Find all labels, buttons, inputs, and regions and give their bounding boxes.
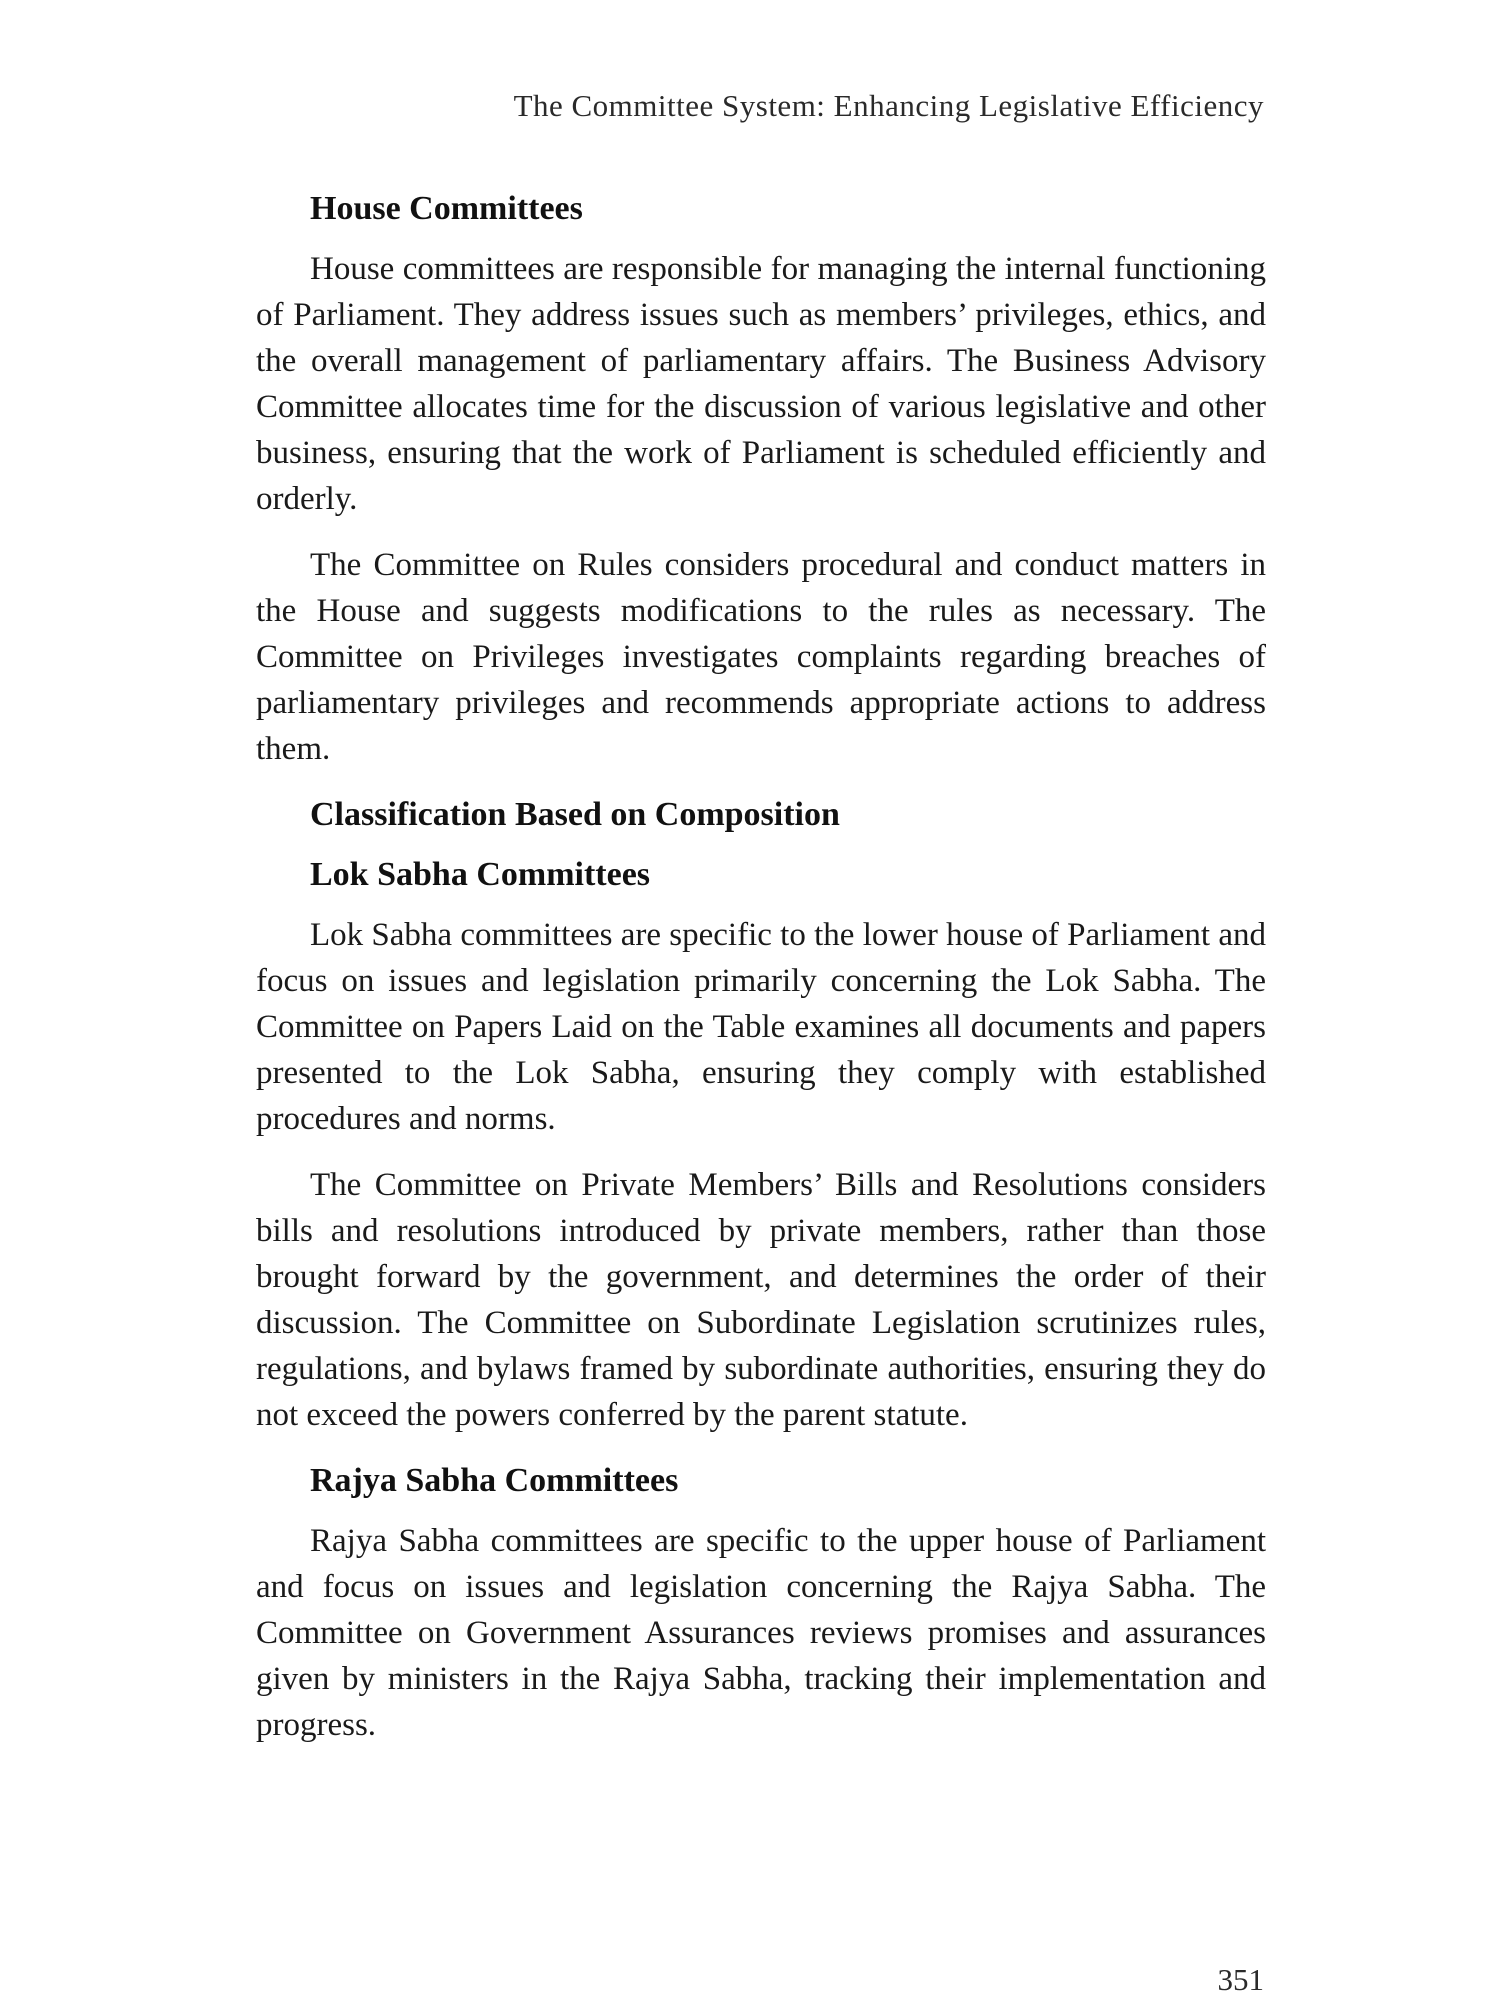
paragraph: Rajya Sabha committees are specific to the upper house of Parliament and focus on issues and legislation concerning the Rajya Sabha. The Committee on Government Assurances reviews promises and assurances given by ministers in the Rajya Sabha, tracking their implementation and progress. (256, 1523, 1266, 1743)
paragraph: House committees are responsible for managing the internal functioning of Parliament. They address issues such as members’ privileges, ethics, and the overall management of parliamentary affairs. The Business Advisory Committee allocates time for the discussion of various legislative and other business, ensuring that the work of Parliament is scheduled efficiently and orderly. (256, 251, 1266, 517)
section-heading-rajya-sabha-committees: Rajya Sabha Committees (310, 1462, 679, 1499)
section-heading-lok-sabha-committees: Lok Sabha Committees (310, 856, 651, 893)
section-heading-classification: Classification Based on Composition (310, 796, 840, 833)
paragraph: The Committee on Private Members’ Bills and Resolutions considers bills and resolutions introduced by private members, rather than those brought forward by the government, and determines the order of their discussion. The Committee on Subordinate Legislation scrutinizes rules, regulations, and bylaws framed by subordinate authorities, ensuring they do not exceed the powers conferred by the parent statute. (256, 1167, 1266, 1433)
running-head: The Committee System: Enhancing Legislative Efficiency (513, 88, 1264, 123)
page-number: 351 (1217, 1962, 1264, 1997)
section-heading-house-committees: House Committees (310, 190, 583, 227)
page-body (256, 186, 1266, 1768)
paragraph: The Committee on Rules considers procedural and conduct matters in the House and suggests modifications to the rules as necessary. The Committee on Privileges investigates complaints regarding breaches of parliamentary privileges and recommends appropriate actions to address them. (256, 547, 1266, 767)
paragraph: Lok Sabha committees are specific to the lower house of Parliament and focus on issues and legislation primarily concerning the Lok Sabha. The Committee on Papers Laid on the Table examines all documents and papers presented to the Lok Sabha, ensuring they comply with established procedures and norms. (256, 917, 1266, 1137)
